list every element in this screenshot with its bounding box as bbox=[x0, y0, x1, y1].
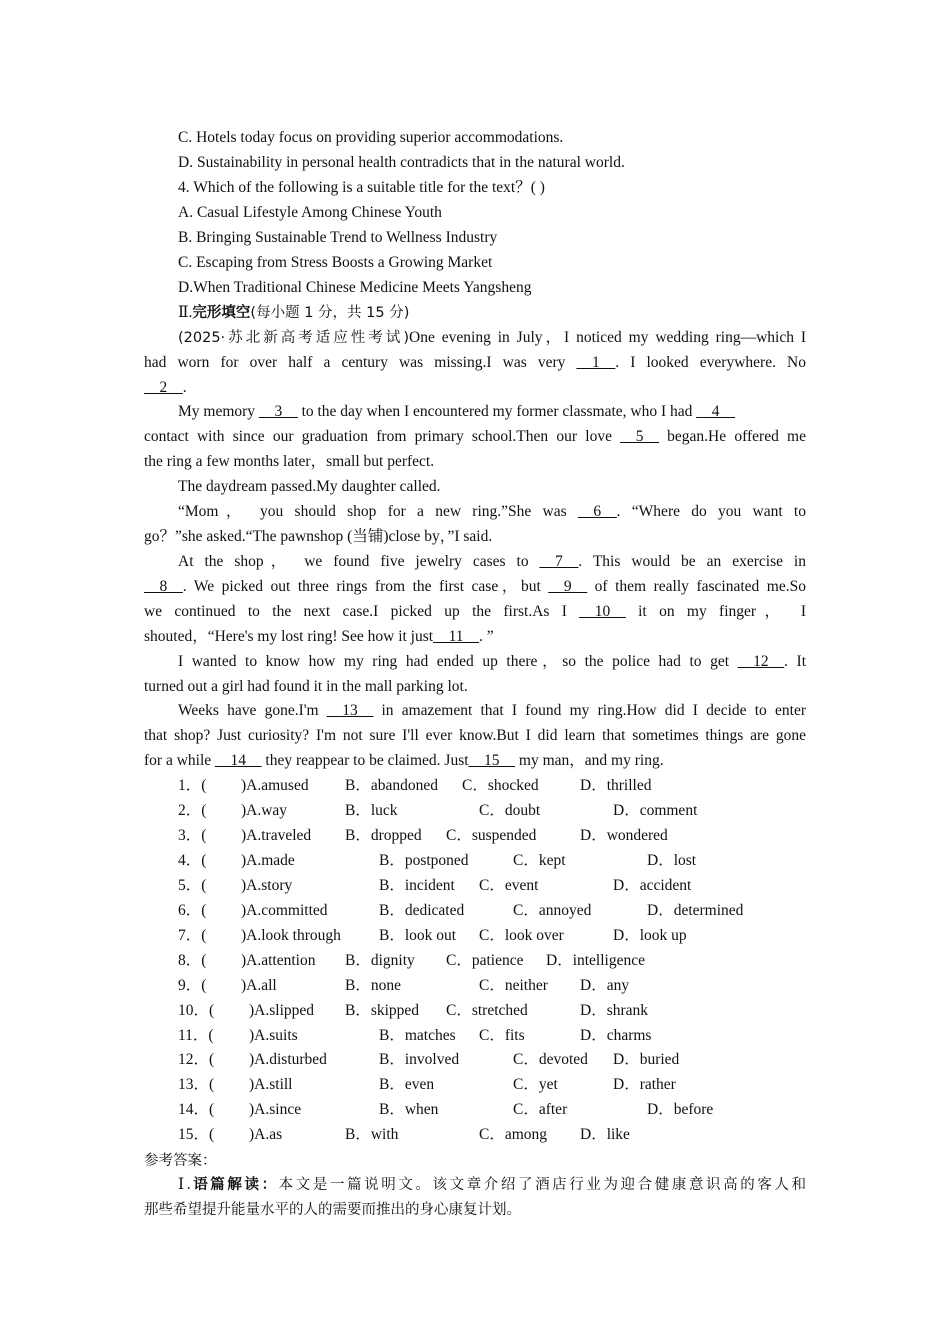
passage-line-3: __2__. bbox=[144, 379, 187, 396]
blank-7: __7__ bbox=[539, 553, 579, 570]
blank-2: __2__ bbox=[144, 379, 183, 396]
choice-12-option-b: B．involved bbox=[379, 1051, 460, 1068]
choice-10-option-d: D．shrank bbox=[580, 1002, 649, 1019]
choice-6-option-a: )A.committed bbox=[241, 902, 328, 919]
answers-heading: 参考答案： bbox=[144, 1153, 217, 1169]
choice-6-option-b: B．dedicated bbox=[379, 902, 465, 919]
choice-5-number: 5．( bbox=[178, 877, 207, 894]
choice-10-option-b: B．skipped bbox=[345, 1002, 420, 1019]
choice-12-option-c: C．devoted bbox=[513, 1051, 588, 1068]
choice-15-option-b: B．with bbox=[345, 1126, 399, 1143]
passage-p2-line-1: My memory __3__ to the day when I encountered my former classmate, who I had __4__ bbox=[178, 403, 735, 420]
blank-9: __9__ bbox=[548, 578, 588, 595]
blank-15: __15__ bbox=[468, 752, 516, 769]
q4-option-b: B. Bringing Sustainable Trend to Wellness Industry bbox=[178, 229, 498, 246]
passage-p2-line-3: the ring a few months later，small but perfect. bbox=[144, 453, 435, 470]
choice-12-option-a: )A.disturbed bbox=[249, 1051, 327, 1068]
answers-line-1: Ⅰ.语篇解读：本文是一篇说明文。该文章介绍了酒店行业为迎合健康意识高的客人和 bbox=[178, 1176, 807, 1193]
section2-title: 完形填空 bbox=[192, 305, 251, 321]
blank-13: __13__ bbox=[326, 702, 374, 719]
choice-6-number: 6．( bbox=[178, 902, 207, 919]
choice-3-number: 3．( bbox=[178, 827, 207, 844]
section2-score: (每小题 1 分，共 15 分) bbox=[250, 305, 410, 321]
passage-source: (2025·苏北新高考适应性考试) bbox=[178, 330, 410, 346]
passage-p4-line-1: “Mom， you should shop for a new ring.”She was __6__. “Where do you want to bbox=[178, 503, 806, 520]
choice-2-option-d: D．comment bbox=[613, 802, 698, 819]
blank-1: __1__ bbox=[576, 354, 616, 371]
choice-4-option-c: C．kept bbox=[513, 852, 566, 869]
choice-14-option-a: )A.since bbox=[249, 1101, 302, 1118]
choice-11-option-b: B．matches bbox=[379, 1027, 456, 1044]
q4-option-c: C. Escaping from Stress Boosts a Growing Market bbox=[178, 254, 493, 271]
passage-p4-line-2: go？”she asked.“The pawnshop (当铺)close by，”I said. bbox=[144, 528, 493, 545]
choice-3-option-b: B．dropped bbox=[345, 827, 422, 844]
blank-3: __3__ bbox=[258, 403, 298, 420]
choice-10-number: 10．( bbox=[178, 1002, 215, 1019]
choice-4-option-b: B．postponed bbox=[379, 852, 469, 869]
blank-10: __10__ bbox=[579, 603, 626, 620]
passage-p7-line-2: that shop? Just curiosity? I'm not sure I'll ever know.But I did learn that sometimes things are gone bbox=[144, 727, 806, 744]
choice-2-option-b: B．luck bbox=[345, 802, 398, 819]
choice-8-number: 8．( bbox=[178, 952, 207, 969]
choice-9-option-a: )A.all bbox=[241, 977, 277, 994]
choice-9-number: 9．( bbox=[178, 977, 207, 994]
q4-option-a: A. Casual Lifestyle Among Chinese Youth bbox=[178, 204, 442, 221]
passage-p5-line-4: shouted，“Here's my lost ring! See how it just__11__. ” bbox=[144, 628, 494, 645]
choice-13-option-b: B．even bbox=[379, 1076, 435, 1093]
passage-line-2: had worn for over half a century was missing.I was very __1__. I looked everywhere. No bbox=[144, 354, 807, 371]
blank-11: __11__ bbox=[433, 628, 480, 645]
choice-13-option-d: D．rather bbox=[613, 1076, 676, 1093]
choice-14-option-c: C．after bbox=[513, 1101, 568, 1118]
answers-line-2: 那些希望提升能量水平的人的需要而推出的身心康复计划。 bbox=[144, 1202, 521, 1218]
choice-8-option-d: D．intelligence bbox=[546, 952, 645, 969]
passage-p7-line-3: for a while __14__ they reappear to be claimed. Just__15__ my man，and my ring. bbox=[144, 752, 664, 769]
section2-roman: Ⅱ. bbox=[178, 304, 193, 321]
choice-1-option-d: D．thrilled bbox=[580, 777, 652, 794]
choice-14-number: 14．( bbox=[178, 1101, 215, 1118]
blank-4: __4__ bbox=[696, 403, 735, 420]
choice-9-option-b: B．none bbox=[345, 977, 401, 994]
blank-8: __8__ bbox=[144, 578, 183, 595]
blank-6: __6__ bbox=[577, 503, 617, 520]
q4-option-d: D.When Traditional Chinese Medicine Meets Yangsheng bbox=[178, 279, 532, 296]
choice-11-option-a: )A.suits bbox=[249, 1027, 298, 1044]
choice-6-option-d: D．determined bbox=[647, 902, 744, 919]
choice-7-option-c: C．look over bbox=[479, 927, 564, 944]
choice-15-option-a: )A.as bbox=[249, 1126, 283, 1143]
choice-14-option-b: B．when bbox=[379, 1101, 439, 1118]
choice-4-option-d: D．lost bbox=[647, 852, 697, 869]
choice-1-option-c: C．shocked bbox=[462, 777, 539, 794]
choice-1-option-b: B．abandoned bbox=[345, 777, 438, 794]
passage-p3: The daydream passed.My daughter called. bbox=[178, 478, 441, 495]
choice-6-option-c: C．annoyed bbox=[513, 902, 592, 919]
choice-5-option-b: B．incident bbox=[379, 877, 455, 894]
choice-3-option-d: D．wondered bbox=[580, 827, 668, 844]
choice-2-number: 2．( bbox=[178, 802, 207, 819]
choice-9-option-d: D．any bbox=[580, 977, 630, 994]
passage-p6-line-1: I wanted to know how my ring had ended up there，so the police had to get __12__. It bbox=[178, 653, 806, 670]
choice-8-option-c: C．patience bbox=[446, 952, 524, 969]
blank-5: __5__ bbox=[620, 428, 659, 445]
choice-11-option-d: D．charms bbox=[580, 1027, 652, 1044]
choice-3-option-c: C．suspended bbox=[446, 827, 537, 844]
choice-7-option-d: D．look up bbox=[613, 927, 687, 944]
choice-1-option-a: )A.amused bbox=[241, 777, 309, 794]
q3-option-d: D. Sustainability in personal health contradicts that in the natural world. bbox=[178, 154, 625, 171]
choice-13-option-a: )A.still bbox=[249, 1076, 293, 1093]
choice-14-option-d: D．before bbox=[647, 1101, 714, 1118]
choice-2-option-c: C．doubt bbox=[479, 802, 541, 819]
choice-7-number: 7．( bbox=[178, 927, 207, 944]
choice-7-option-a: )A.look through bbox=[241, 927, 341, 944]
q4-stem: 4. Which of the following is a suitable title for the text？( ) bbox=[178, 179, 545, 196]
choice-5-option-c: C．event bbox=[479, 877, 539, 894]
passage-p5-line-2: __8__. We picked out three rings from the first case，but __9__ of them really fascinated me.So bbox=[144, 578, 806, 595]
choice-15-number: 15．( bbox=[178, 1126, 215, 1143]
blank-14: __14__ bbox=[215, 752, 262, 769]
choice-7-option-b: B．look out bbox=[379, 927, 457, 944]
choice-4-option-a: )A.made bbox=[241, 852, 295, 869]
answers-roman: Ⅰ. bbox=[178, 1176, 191, 1193]
passage-p5-line-1: At the shop， we found five jewelry cases to __7__. This would be an exercise in bbox=[178, 553, 806, 570]
choice-11-number: 11．( bbox=[178, 1027, 214, 1044]
choice-10-option-a: )A.slipped bbox=[249, 1002, 315, 1019]
section2-heading bbox=[178, 303, 409, 323]
choice-15-option-c: C．among bbox=[479, 1126, 548, 1143]
passage-p7-line-1: Weeks have gone.I'm __13__ in amazement that I found my ring.How did I decide to enter bbox=[178, 702, 806, 719]
choice-5-option-d: D．accident bbox=[613, 877, 692, 894]
choice-12-number: 12．( bbox=[178, 1051, 215, 1068]
choice-4-number: 4．( bbox=[178, 852, 207, 869]
passage-p2-line-2: contact with since our graduation from primary school.Then our love __5__ began.He offered me bbox=[144, 428, 806, 445]
choice-8-option-b: B．dignity bbox=[345, 952, 415, 969]
passage-p6-line-2: turned out a girl had found it in the mall parking lot. bbox=[144, 678, 468, 695]
blank-12: __12__ bbox=[737, 653, 785, 670]
passage-p5-line-3: we continued to the next case.I picked up the first.As I __10__ it on my finger， I bbox=[144, 603, 806, 620]
passage-line-1: (2025·苏北新高考适应性考试)One evening in July，I noticed my wedding ring—which I bbox=[178, 329, 807, 346]
choice-12-option-d: D．buried bbox=[613, 1051, 680, 1068]
choice-1-number: 1．( bbox=[178, 777, 207, 794]
choice-5-option-a: )A.story bbox=[241, 877, 293, 894]
choice-10-option-c: C．stretched bbox=[446, 1002, 528, 1019]
choice-2-option-a: )A.way bbox=[241, 802, 288, 819]
choice-13-number: 13．( bbox=[178, 1076, 215, 1093]
q3-option-c: C. Hotels today focus on providing superior accommodations. bbox=[178, 129, 564, 146]
choice-9-option-c: C．neither bbox=[479, 977, 548, 994]
choice-15-option-d: D．like bbox=[580, 1126, 630, 1143]
choice-3-option-a: )A.traveled bbox=[241, 827, 312, 844]
choice-13-option-c: C．yet bbox=[513, 1076, 558, 1093]
choice-8-option-a: )A.attention bbox=[241, 952, 316, 969]
answers-label: 语篇解读： bbox=[190, 1177, 279, 1193]
choice-11-option-c: C．fits bbox=[479, 1027, 525, 1044]
